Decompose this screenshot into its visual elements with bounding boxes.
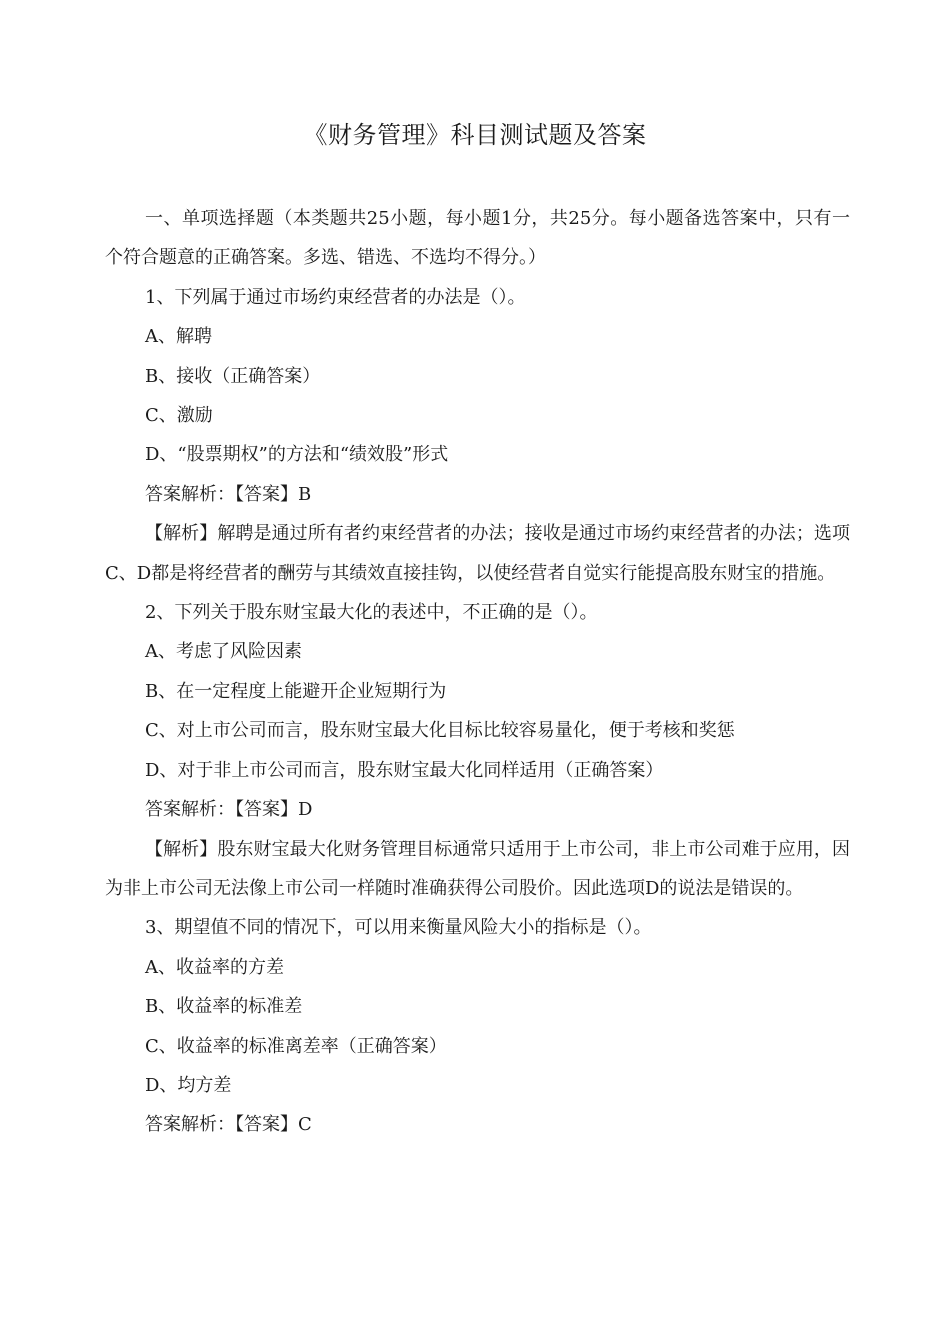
question-2-answer: 答案解析：【答案】D	[145, 799, 313, 821]
question-2-option-b: B、在一定程度上能避开企业短期行为	[145, 680, 447, 702]
question-2-option-d: D、对于非上市公司而言，股东财宝最大化同样适用（正确答案）	[145, 759, 664, 781]
question-1-answer: 答案解析：【答案】B	[145, 483, 312, 505]
question-3-stem: 3、期望值不同的情况下，可以用来衡量风险大小的指标是（）。	[145, 917, 652, 939]
question-3-option-c: C、收益率的标准离差率（正确答案）	[145, 1035, 447, 1057]
question-1-stem: 1、下列属于通过市场约束经营者的办法是（）。	[145, 286, 526, 308]
question-3-option-a: A、收益率的方差	[145, 956, 284, 978]
document-body	[105, 199, 850, 1145]
question-1-option-d: D、“股票期权”的方法和“绩效股”形式	[145, 444, 449, 466]
question-2-analysis: 【解析】股东财宝最大化财务管理目标通常只适用于上市公司，非上市公司难于应用，因为非上市公司无法像上市公司一样随时准确获得公司股价。因此选项D的说法是错误的。	[105, 838, 850, 899]
question-1-option-a: A、解聘	[145, 326, 212, 348]
question-3-option-b: B、收益率的标准差	[145, 996, 303, 1018]
question-2-option-a: A、考虑了风险因素	[145, 641, 302, 663]
question-2-stem: 2、下列关于股东财宝最大化的表述中，不正确的是（）。	[145, 602, 598, 624]
question-1-analysis: 【解析】解聘是通过所有者约束经营者的办法；接收是通过市场约束经营者的办法；选项C、D都是将经营者的酬劳与其绩效直接挂钩，以使经营者自觉实行能提高股东财宝的措施。	[105, 523, 850, 584]
question-3-option-d: D、均方差	[145, 1074, 232, 1096]
question-1-option-c: C、激励	[145, 405, 213, 427]
document-title: 《财务管理》科目测试题及答案	[303, 121, 647, 149]
question-3-answer: 答案解析：【答案】C	[145, 1114, 312, 1136]
question-1-option-b: B、接收（正确答案）	[145, 365, 321, 387]
question-2-option-c: C、对上市公司而言，股东财宝最大化目标比较容易量化，便于考核和奖惩	[145, 720, 735, 742]
section-intro: 一、单项选择题（本类题共25小题，每小题1分，共25分。每小题备选答案中，只有一个符合题意的正确答案。多选、错选、不选均不得分。）	[105, 208, 850, 269]
